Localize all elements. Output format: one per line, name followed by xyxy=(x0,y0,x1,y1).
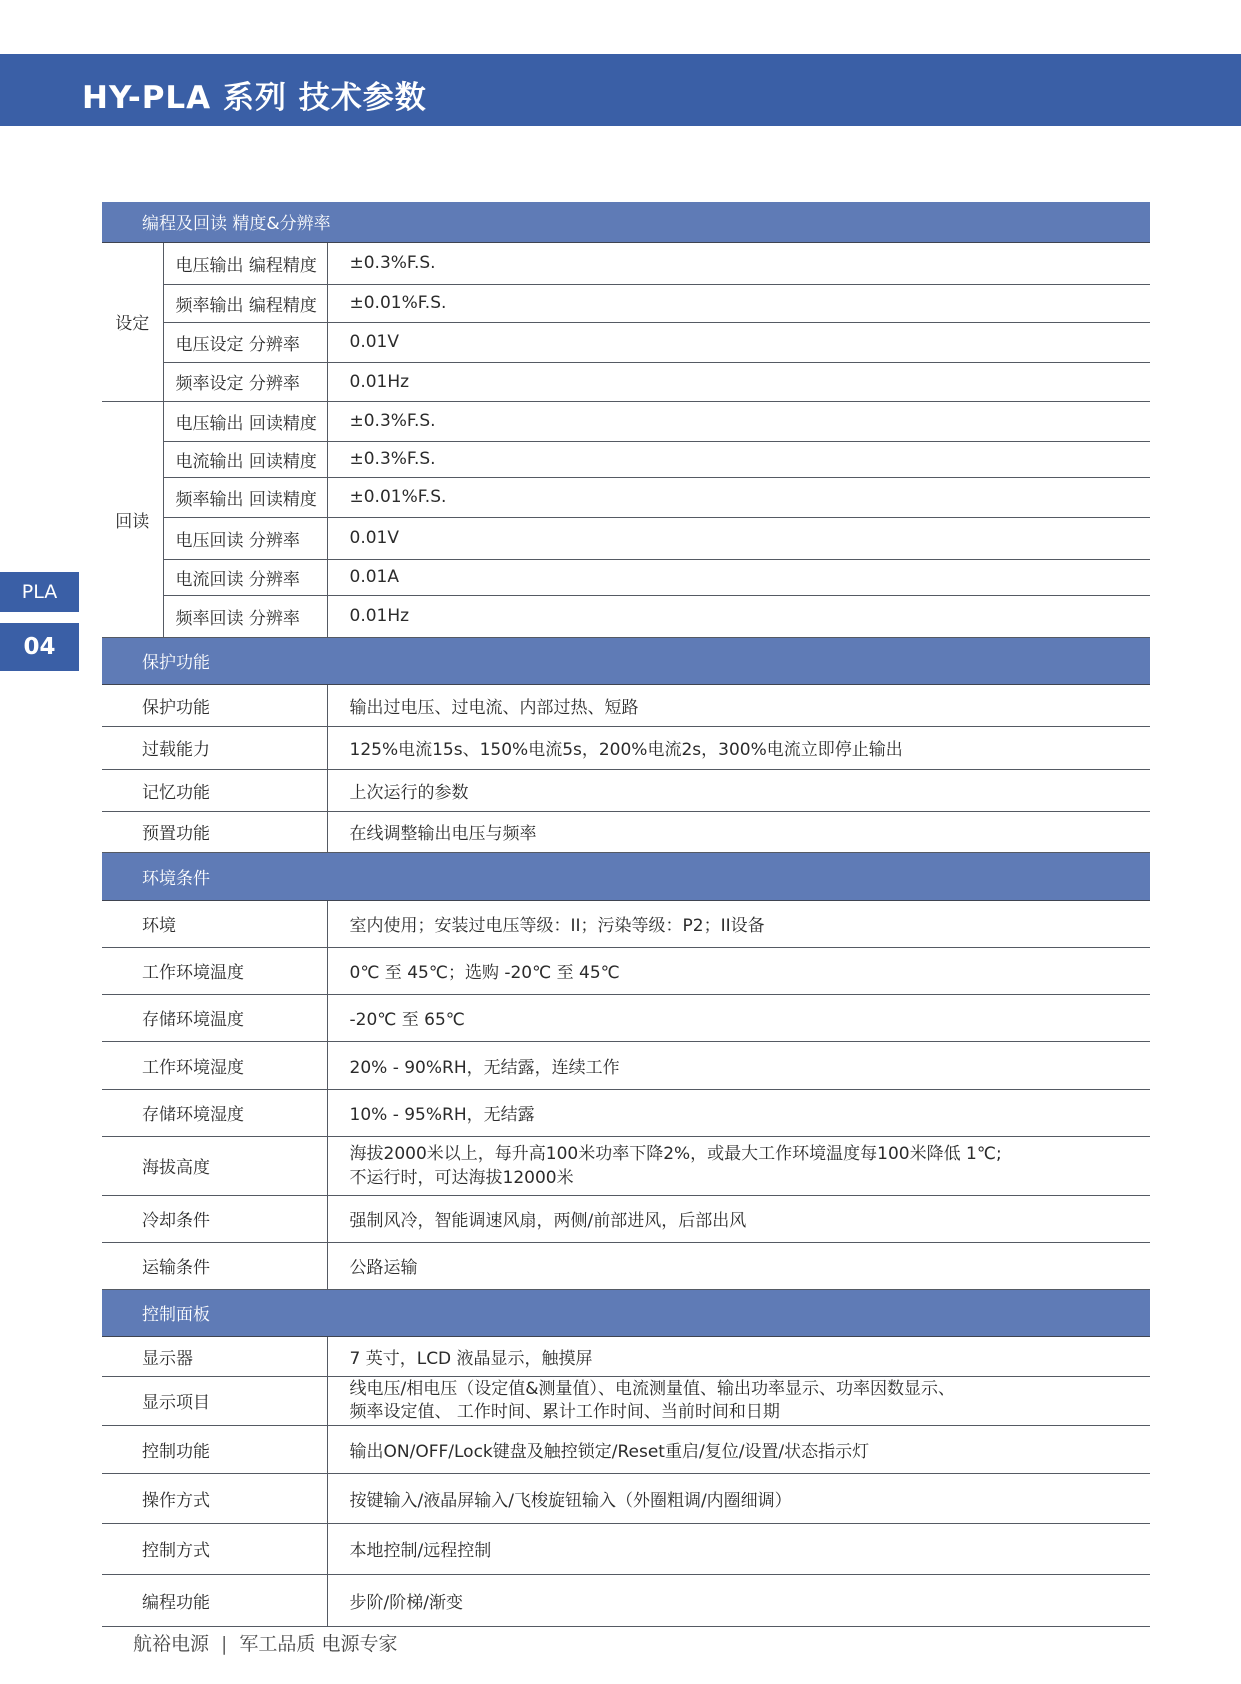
table-row xyxy=(102,441,1150,477)
row-label: 操作方式 xyxy=(102,1473,327,1523)
footer-brand: 航裕电源 xyxy=(133,1633,210,1655)
row-value: ±0.3%F.S. xyxy=(327,242,1150,284)
row-value: 输出ON/OFF/Lock键盘及触控锁定/Reset重启/复位/设置/状态指示灯 xyxy=(327,1425,1150,1473)
row-label: 海拔高度 xyxy=(102,1136,327,1195)
table-row xyxy=(102,477,1150,517)
table-row xyxy=(102,769,1150,811)
page-title: HY-PLA 系列 技术参数 xyxy=(82,80,427,116)
table-row xyxy=(102,811,1150,852)
section-title: 编程及回读 精度&分辨率 xyxy=(102,202,1150,242)
row-label: 显示项目 xyxy=(102,1376,327,1425)
table-row xyxy=(102,401,1150,441)
row-value: 输出过电压、过电流、内部过热、短路 xyxy=(327,684,1150,726)
table-row xyxy=(102,559,1150,595)
page-number: 04 xyxy=(0,623,79,671)
section-title: 保护功能 xyxy=(102,637,1150,684)
row-label: 频率输出 回读精度 xyxy=(163,477,327,517)
row-label: 保护功能 xyxy=(102,684,327,726)
table-row xyxy=(102,242,1150,284)
row-label: 运输条件 xyxy=(102,1242,327,1289)
group-label-setting: 设定 xyxy=(102,242,163,401)
row-value: ±0.01%F.S. xyxy=(327,284,1150,322)
table-row xyxy=(102,684,1150,726)
table-row xyxy=(102,517,1150,559)
row-label: 环境 xyxy=(102,900,327,947)
row-label: 电压输出 回读精度 xyxy=(163,401,327,441)
table-row xyxy=(102,1136,1150,1195)
table-row xyxy=(102,1195,1150,1242)
row-label: 工作环境温度 xyxy=(102,947,327,994)
table-row xyxy=(102,994,1150,1041)
row-value: 0.01Hz xyxy=(327,595,1150,637)
table-row xyxy=(102,726,1150,769)
row-label: 预置功能 xyxy=(102,811,327,852)
row-value: 室内使用；安装过电压等级：II；污染等级：P2；II设备 xyxy=(327,900,1150,947)
row-label: 编程功能 xyxy=(102,1574,327,1626)
table-row xyxy=(102,1574,1150,1626)
row-label: 控制功能 xyxy=(102,1425,327,1473)
row-label: 频率设定 分辨率 xyxy=(163,362,327,401)
row-label: 存储环境温度 xyxy=(102,994,327,1041)
row-value: 0.01Hz xyxy=(327,362,1150,401)
row-label: 电压设定 分辨率 xyxy=(163,322,327,362)
row-label: 电压回读 分辨率 xyxy=(163,517,327,559)
footer-slogan: 军工品质 电源专家 xyxy=(239,1633,398,1655)
row-value: 强制风冷，智能调速风扇，两侧/前部进风，后部出风 xyxy=(327,1195,1150,1242)
row-value xyxy=(327,1136,1150,1195)
header-banner xyxy=(0,54,1241,126)
table-row xyxy=(102,362,1150,401)
table-row xyxy=(102,284,1150,322)
row-value xyxy=(327,1376,1150,1425)
group-label-readback: 回读 xyxy=(102,401,163,637)
section-header-environment xyxy=(102,852,1150,900)
row-value: 0℃ 至 45℃；选购 -20℃ 至 45℃ xyxy=(327,947,1150,994)
table-row xyxy=(102,900,1150,947)
row-value: -20℃ 至 65℃ xyxy=(327,994,1150,1041)
table-row xyxy=(102,1041,1150,1089)
row-label: 冷却条件 xyxy=(102,1195,327,1242)
row-value: 步阶/阶梯/渐变 xyxy=(327,1574,1150,1626)
value-line: 频率设定值、 工作时间、累计工作时间、当前时间和日期 xyxy=(349,1401,780,1422)
section-header-accuracy xyxy=(102,202,1150,242)
row-label: 频率输出 编程精度 xyxy=(163,284,327,322)
value-line: 海拔2000米以上，每升高100米功率下降2%，或最大工作环境温度每100米降低 1℃; xyxy=(349,1143,1002,1164)
section-header-protection xyxy=(102,637,1150,684)
table-row xyxy=(102,1473,1150,1523)
row-value: 按键输入/液晶屏输入/飞梭旋钮输入（外圈粗调/内圈细调） xyxy=(327,1473,1150,1523)
table-row xyxy=(102,322,1150,362)
row-label: 显示器 xyxy=(102,1336,327,1376)
section-title: 环境条件 xyxy=(102,852,1150,900)
row-value: 7 英寸，LCD 液晶显示，触摸屏 xyxy=(327,1336,1150,1376)
table-row xyxy=(102,595,1150,637)
section-title: 控制面板 xyxy=(102,1289,1150,1336)
row-label: 过载能力 xyxy=(102,726,327,769)
table-row xyxy=(102,1425,1150,1473)
row-label: 电压输出 编程精度 xyxy=(163,242,327,284)
table-row xyxy=(102,1523,1150,1574)
value-line: 线电压/相电压（设定值&测量值）、电流测量值、输出功率显示、功率因数显示、 xyxy=(349,1378,955,1399)
footer xyxy=(133,1629,397,1656)
row-value: ±0.01%F.S. xyxy=(327,477,1150,517)
table-row xyxy=(102,1376,1150,1425)
section-header-control-panel xyxy=(102,1289,1150,1336)
row-value: 0.01V xyxy=(327,322,1150,362)
row-value: 本地控制/远程控制 xyxy=(327,1523,1150,1574)
row-value: ±0.3%F.S. xyxy=(327,441,1150,477)
row-label: 频率回读 分辨率 xyxy=(163,595,327,637)
row-label: 存储环境湿度 xyxy=(102,1089,327,1136)
row-value: 上次运行的参数 xyxy=(327,769,1150,811)
table-row xyxy=(102,1242,1150,1289)
table-row xyxy=(102,1089,1150,1136)
row-value: ±0.3%F.S. xyxy=(327,401,1150,441)
row-label: 工作环境湿度 xyxy=(102,1041,327,1089)
row-label: 记忆功能 xyxy=(102,769,327,811)
row-value: 125%电流15s、150%电流5s，200%电流2s，300%电流立即停止输出 xyxy=(327,726,1150,769)
row-value: 0.01V xyxy=(327,517,1150,559)
table-row xyxy=(102,1336,1150,1376)
row-label: 电流回读 分辨率 xyxy=(163,559,327,595)
spec-table xyxy=(102,202,1150,1627)
footer-separator: | xyxy=(221,1633,228,1655)
table-row xyxy=(102,947,1150,994)
row-value: 20% - 90%RH，无结露，连续工作 xyxy=(327,1041,1150,1089)
row-value: 公路运输 xyxy=(327,1242,1150,1289)
series-tab: PLA xyxy=(0,572,79,612)
value-line: 不运行时，可达海拔12000米 xyxy=(349,1167,574,1188)
row-value: 10% - 95%RH，无结露 xyxy=(327,1089,1150,1136)
row-label: 控制方式 xyxy=(102,1523,327,1574)
row-value: 0.01A xyxy=(327,559,1150,595)
row-label: 电流输出 回读精度 xyxy=(163,441,327,477)
row-value: 在线调整输出电压与频率 xyxy=(327,811,1150,852)
